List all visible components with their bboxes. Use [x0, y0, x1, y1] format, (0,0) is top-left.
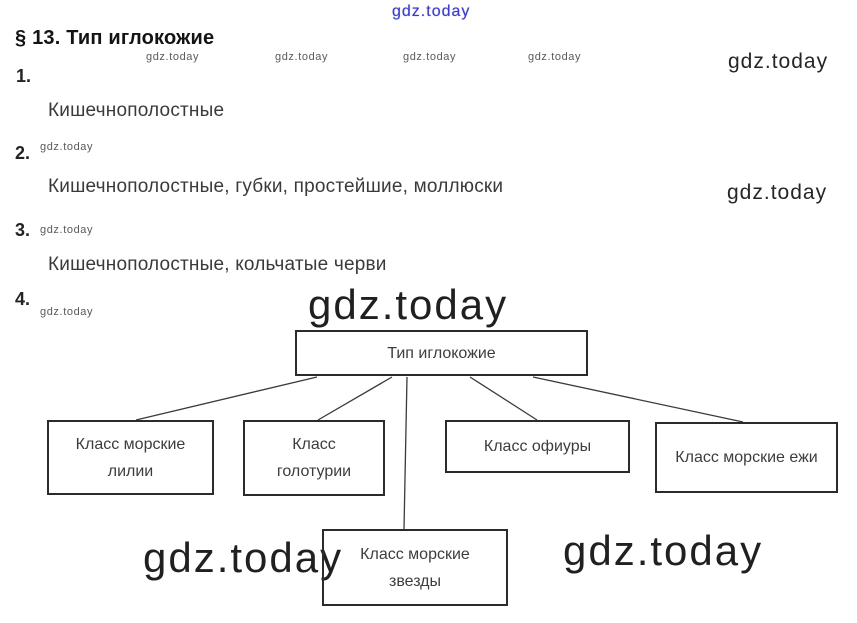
- connector-root-to-ofiury: [470, 377, 537, 420]
- connector-root-to-goloturii: [318, 377, 392, 420]
- diagram-box-root-label: Тип иглокожие: [387, 344, 496, 362]
- diagram-box-root: [295, 330, 588, 376]
- watermark-right-top: gdz.today: [728, 50, 829, 73]
- page-title: § 13. Тип иглокожие: [15, 27, 215, 49]
- watermark-item2: gdz.today: [40, 141, 94, 153]
- watermark-right-mid: gdz.today: [727, 181, 828, 204]
- diagram-box-holothurians-label: Класс голотурии: [276, 436, 352, 480]
- watermark-bottom-left: gdz.today: [143, 534, 344, 581]
- watermark-top-blue: gdz.today: [392, 3, 471, 20]
- watermark-small-4: gdz.today: [528, 51, 582, 63]
- item-1-answer: Кишечнополостные: [48, 100, 225, 121]
- watermark-center-large: gdz.today: [308, 281, 509, 328]
- diagram-box-sea-stars: [322, 529, 508, 606]
- watermark-item3: gdz.today: [40, 224, 94, 236]
- watermark-small-2: gdz.today: [275, 51, 329, 63]
- watermark-small-1: gdz.today: [146, 51, 200, 63]
- diagram-box-sea-lilies-label: Класс морские лилии: [75, 435, 186, 480]
- item-3-number: 3.: [15, 220, 31, 240]
- watermark-small-3: gdz.today: [403, 51, 457, 63]
- diagram-box-ophiuroids: [445, 420, 630, 473]
- diagram-box-ophiuroids-label: Класс офиуры: [483, 438, 592, 455]
- item-1-number: 1.: [16, 66, 32, 86]
- watermark-bottom-right: gdz.today: [563, 527, 764, 574]
- diagram-box-holothurians: [243, 420, 385, 496]
- diagram-box-sea-urchins-label: Класс морские ежи: [675, 449, 818, 466]
- item-2-answer: Кишечнополостные, губки, простейшие, моллюски: [48, 176, 504, 197]
- connector-root-to-lilii: [136, 377, 317, 420]
- item-4-number: 4.: [15, 289, 31, 309]
- diagram-box-sea-lilies: [47, 420, 214, 495]
- connector-root-to-zvezdy: [404, 377, 407, 529]
- item-2-number: 2.: [15, 143, 31, 163]
- watermark-item4: gdz.today: [40, 306, 94, 318]
- diagram-box-sea-stars-label: Класс морские звезды: [360, 545, 470, 590]
- diagram-box-sea-urchins: [655, 422, 838, 493]
- connector-root-to-ezhi: [533, 377, 743, 422]
- item-3-answer: Кишечнополостные, кольчатые черви: [48, 254, 387, 275]
